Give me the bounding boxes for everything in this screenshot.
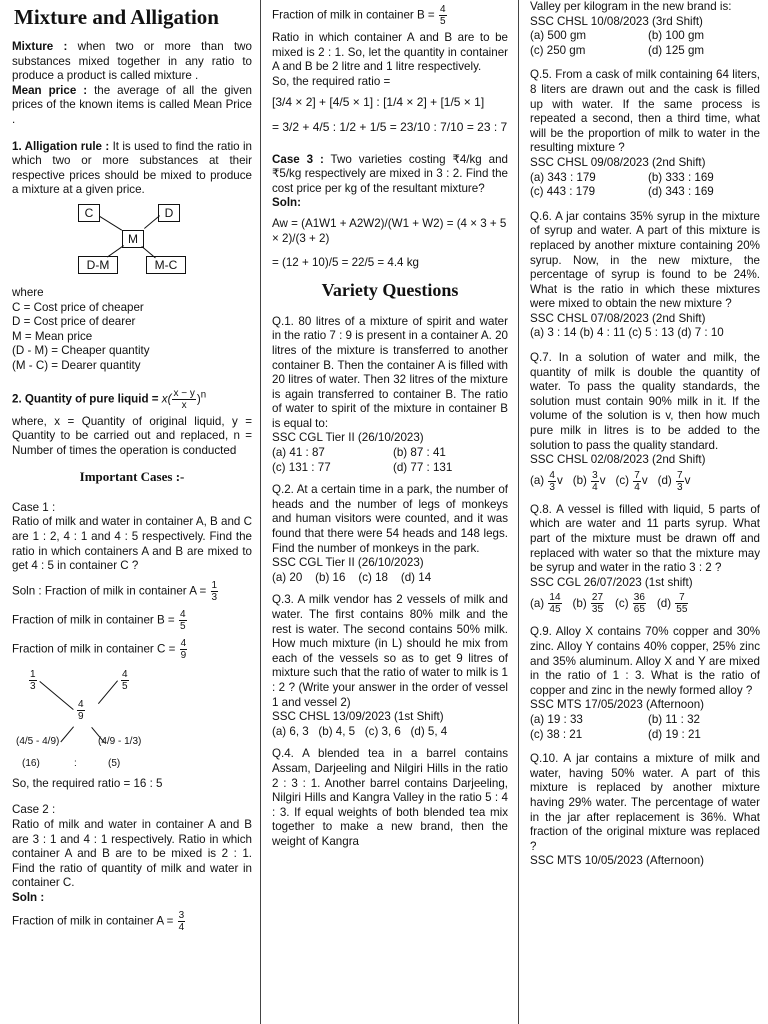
option: (d) $\frac{7}{3}$ v [657, 469, 691, 493]
equation-1: [3/4 × 2] + [4/5 × 1] : [1/4 × 2] + [1/5 × 1] [272, 95, 485, 110]
option: (a) $\frac{4}{3}$ v [530, 469, 563, 493]
question-1-options [272, 446, 508, 475]
option: (b) $\frac{3}{4}$ v [572, 469, 606, 493]
option: (a) $\frac{14}{45}$ [530, 592, 561, 616]
question-6-source: SSC CHSL 07/08/2023 (2nd Shift) [530, 311, 706, 325]
option: (d) 343 : 169 [648, 185, 714, 199]
option: (d) 19 : 21 [648, 727, 701, 741]
variety-questions-heading: Variety Questions [321, 279, 459, 300]
equation-3: Aw = (A1W1 + A2W2)/(W1 + W2) = (4 × 3 + 5 × 2)/(3 + 2) [272, 216, 507, 245]
option: (b) 333 : 169 [648, 170, 714, 184]
page-title: Mixture and Alligation [14, 5, 219, 29]
option: (c) $\frac{36}{65}$ [615, 592, 645, 616]
option: (a) 500 gm [530, 29, 587, 43]
question-8-options [530, 592, 760, 615]
definition-item: (D - M) = Cheaper quantity [12, 344, 150, 358]
option: (a) 343 : 179 [530, 170, 596, 184]
question-5-source: SSC CHSL 09/08/2023 (2nd Shift) [530, 155, 706, 169]
column-divider [260, 0, 261, 1024]
definition-item: M = Mean price [12, 329, 93, 343]
equation-2: = 3/2 + 4/5 : 1/2 + 1/5 = 23/10 : 7/10 = 23 : 7 [272, 119, 508, 134]
definitions-list [12, 301, 252, 374]
pure-liquid-formula: 2. Quantity of pure liquid = x( $\frac{x - y}{x}$ )$^n$ [12, 387, 207, 411]
diagram-m: M [122, 230, 144, 248]
case3-soln-label: Soln: [272, 196, 301, 210]
option: (a) 19 : 33 [530, 712, 583, 726]
question-2-source: SSC CGL Tier II (26/10/2023) [272, 556, 424, 570]
diagram-line [99, 216, 122, 231]
question-5-options [530, 171, 760, 200]
case1-frac-c: Fraction of milk in container C = $\frac{4}{9}$ [12, 637, 187, 661]
question-3: Q.3. A milk vendor has 2 vessels of milk and water. The first contains 80% milk and the rest is water. The second contains 50% milk. How much mixture (in L) should he mix from each of the vessels so as to get 9 litres of mixture such that the ratio of water to milk is 1 : 2 ? (Write your answer in the order of vessel 1 and vessel 2) [272, 593, 508, 709]
definition-item: (M - C) = Dearer quantity [12, 358, 141, 372]
question-10: Q.10. A jar contains a mixture of milk and water, having 50% water. A part of this mixture is replaced by another mixture having 29% water. The percentage of water in the jar after replacement is 36%. What fraction of the original mixture was replaced ? [530, 752, 760, 853]
question-1-source: SSC CGL Tier II (26/10/2023) [272, 431, 424, 445]
column-divider [518, 0, 519, 1024]
question-4: Q.4. A blended tea in a barrel contains Assam, Darjeeling and Nilgiri Hills in the ratio 2 : 3 : 1. Another barrel contains Darjeeling, Nilgiri Hills and Kangra Valley in the ratio 5 : 4 : 3. If equal weights of both blended tea mix together to make a new brand, then the weight of Kangra [272, 747, 508, 848]
question-9-source: SSC MTS 17/05/2023 (Afternoon) [530, 698, 704, 712]
diagram-d: D [158, 204, 180, 222]
column-3 [530, 0, 760, 1024]
question-9: Q.9. Alloy X contains 70% copper and 30% zinc. Alloy Y contains 40% copper, 25% zinc and 35% aluminum. Alloy X and Y are mixed in the ratio of 1 : 3. What is the ratio of copper and zinc in the newly formed alloy ? [530, 625, 760, 697]
alligation-cross-diagram: $\frac{1}{3}$ $\frac{4}{5}$ $\frac{4}{9}$ (4/5 - 4/9) (4/9 - 1/3) (16) : (5) [16, 668, 142, 769]
case1-text: Ratio of milk and water in container A, B and C are 1 : 2, 4 : 1 and 4 : 5 respectively. Find the ratio in which containers A and B are mixed to get 4 : 5 in container C ? [12, 515, 252, 573]
question-1: Q.1. 80 litres of a mixture of spirit and water in the ratio 7 : 9 is present in a container A. 20 litres of the mixture is transferred to another container B. Then the container A is filled with 20 litres of water. Then 32 litres of the mixture is again transferred to container B. The ratio of water to spirit of the mixture in container B is equal to: [272, 314, 508, 430]
case1-soln: Soln : Fraction of milk in container A = $\frac{1}{3}$ [12, 579, 218, 603]
question-7-options [530, 470, 760, 493]
cross-line [60, 726, 74, 742]
alligation-diagram [12, 202, 252, 278]
question-2: Q.2. At a certain time in a park, the number of heads and the number of legs of monkeys and human visitors were counted, and it was found that there were 54 heads and 148 legs. Find the number of monkeys in the park. [272, 483, 508, 555]
important-cases-heading: Important Cases :- [79, 469, 185, 485]
option: (d) 77 : 131 [393, 460, 453, 474]
question-6-options: (a) 3 : 14 (b) 4 : 11 (c) 5 : 13 (d) 7 : 10 [530, 326, 724, 340]
option: (d) $\frac{7}{55}$ [656, 592, 688, 616]
column-2 [272, 0, 508, 1024]
option: (c) 443 : 179 [530, 185, 596, 199]
option: (d) 125 gm [648, 43, 705, 57]
soln-label: Soln : [12, 891, 45, 904]
option: (c) $\frac{7}{4}$ v [615, 469, 648, 493]
diagram-mc: M-C [146, 256, 186, 274]
question-4-options [530, 29, 760, 58]
option: (c) 38 : 21 [530, 727, 583, 741]
alligation-rule: 1. Alligation rule : It is used to find the ratio in which two or more substances at their respective prices should be mixed to produce a mixture at a given price. [12, 139, 252, 197]
question-8-source: SSC CGL 26/07/2023 (1st shift) [530, 575, 693, 589]
case1-ratio: So, the required ratio = 16 : 5 [12, 776, 163, 790]
question-6: Q.6. A jar contains 35% syrup in the mixture of syrup and water. A part of this mixture is replaced by another mixture containing 20% syrup. Now, in the new mixture, the percentage of syrup is found to be 24%. What is the ratio in which these mixtures were mixed to obtain the new mixture ? [530, 209, 760, 311]
diagram-line [144, 215, 160, 229]
question-9-options [530, 713, 760, 742]
where-label: where [12, 285, 44, 299]
option: (b) 100 gm [648, 29, 705, 43]
question-8: Q.8. A vessel is filled with liquid, 5 parts of which are water and 11 parts syrup. What part of the mixture must be drawn off and replaced with water so that the mixture may be syrup and water in the ratio 3 : 2 ? [530, 502, 760, 575]
case2-explanation: Ratio in which container A and B are to be mixed is 2 : 1. So, let the quantity in container A and B be 2 litre and 1 litre respectively. [272, 31, 508, 74]
case2-frac-b: Fraction of milk in container B = $\frac{4}{5}$ [272, 4, 446, 27]
option: (c) 131 : 77 [272, 460, 331, 474]
case2-label: Case 2 : [12, 803, 56, 817]
diagram-dm: D-M [78, 256, 118, 274]
mean-price-definition: Mean price : the average of all the given prices of the known items is called Mean Price . [12, 83, 252, 126]
definition-item: C = Cost price of cheaper [12, 300, 144, 314]
question-7-source: SSC CHSL 02/08/2023 (2nd Shift) [530, 453, 706, 467]
option: (b) $\frac{27}{35}$ [572, 592, 604, 616]
mixture-definition: Mixture : when two or more than two substances mixed together in any ratio to produce a product is called mixture . [12, 40, 252, 83]
question-7: Q.7. In a solution of water and milk, the quantity of milk is double the quantity of water. To pass the quality standards, the solution must contain 90% milk in it. If the volume of the solution is v, then how much pure milk in litres is to be added to the solution to pass the quality standard. [530, 351, 760, 452]
case2-frac-a: Fraction of milk in container A = $\frac{3}{4}$ [12, 909, 185, 933]
question-5: Q.5. From a cask of milk containing 64 liters, 8 liters are drawn out and the cask is filled up with water. If the same process is repeated a second, then a third time, what will be the proportion of milk to water in the resulting mixture ? [530, 68, 760, 155]
required-ratio-label: So, the required ratio = [272, 74, 391, 88]
equation-4: = (12 + 10)/5 = 22/5 = 4.4 kg [272, 256, 419, 270]
question-4-continued: Valley per kilogram in the new brand is: [530, 0, 732, 13]
question-10-source: SSC MTS 10/05/2023 (Afternoon) [530, 854, 704, 868]
option: (a) 41 : 87 [272, 446, 325, 460]
case1-frac-b: Fraction of milk in container B = $\frac{4}{5}$ [12, 608, 186, 632]
question-3-options: (a) 6, 3 (b) 4, 5 (c) 3, 6 (d) 5, 4 [272, 724, 448, 738]
diagram-c: C [78, 204, 100, 222]
formula-explanation: where, x = Quantity of original liquid, y = Quantity to be carried out and replaced, n = Number of times the operation is conducted [12, 414, 252, 457]
option: (b) 11 : 32 [648, 712, 700, 726]
question-3-source: SSC CHSL 13/09/2023 (1st Shift) [272, 710, 444, 724]
cross-line [98, 680, 118, 704]
cross-line [39, 681, 73, 710]
question-4-source: SSC CHSL 10/08/2023 (3rd Shift) [530, 14, 703, 28]
option: (c) 250 gm [530, 43, 586, 57]
definition-item: D = Cost price of dearer [12, 315, 136, 329]
option: (b) 87 : 41 [393, 446, 446, 460]
case1-label: Case 1 : [12, 500, 56, 514]
question-2-options: (a) 20 (b) 16 (c) 18 (d) 14 [272, 570, 432, 584]
case3: Case 3 : Two varieties costing ₹4/kg and ₹5/kg respectively are mixed in 3 : 2. Find the cost price per kg of the resultant mixture? [272, 152, 508, 195]
case2-text: Ratio of milk and water in container A and B are 3 : 1 and 4 : 1 respectively. Ratio in which container A and B are to be mixed is 2 : 1. Find the ratio of quantity of milk and water in container C. [12, 818, 252, 890]
column-1 [12, 0, 252, 1024]
